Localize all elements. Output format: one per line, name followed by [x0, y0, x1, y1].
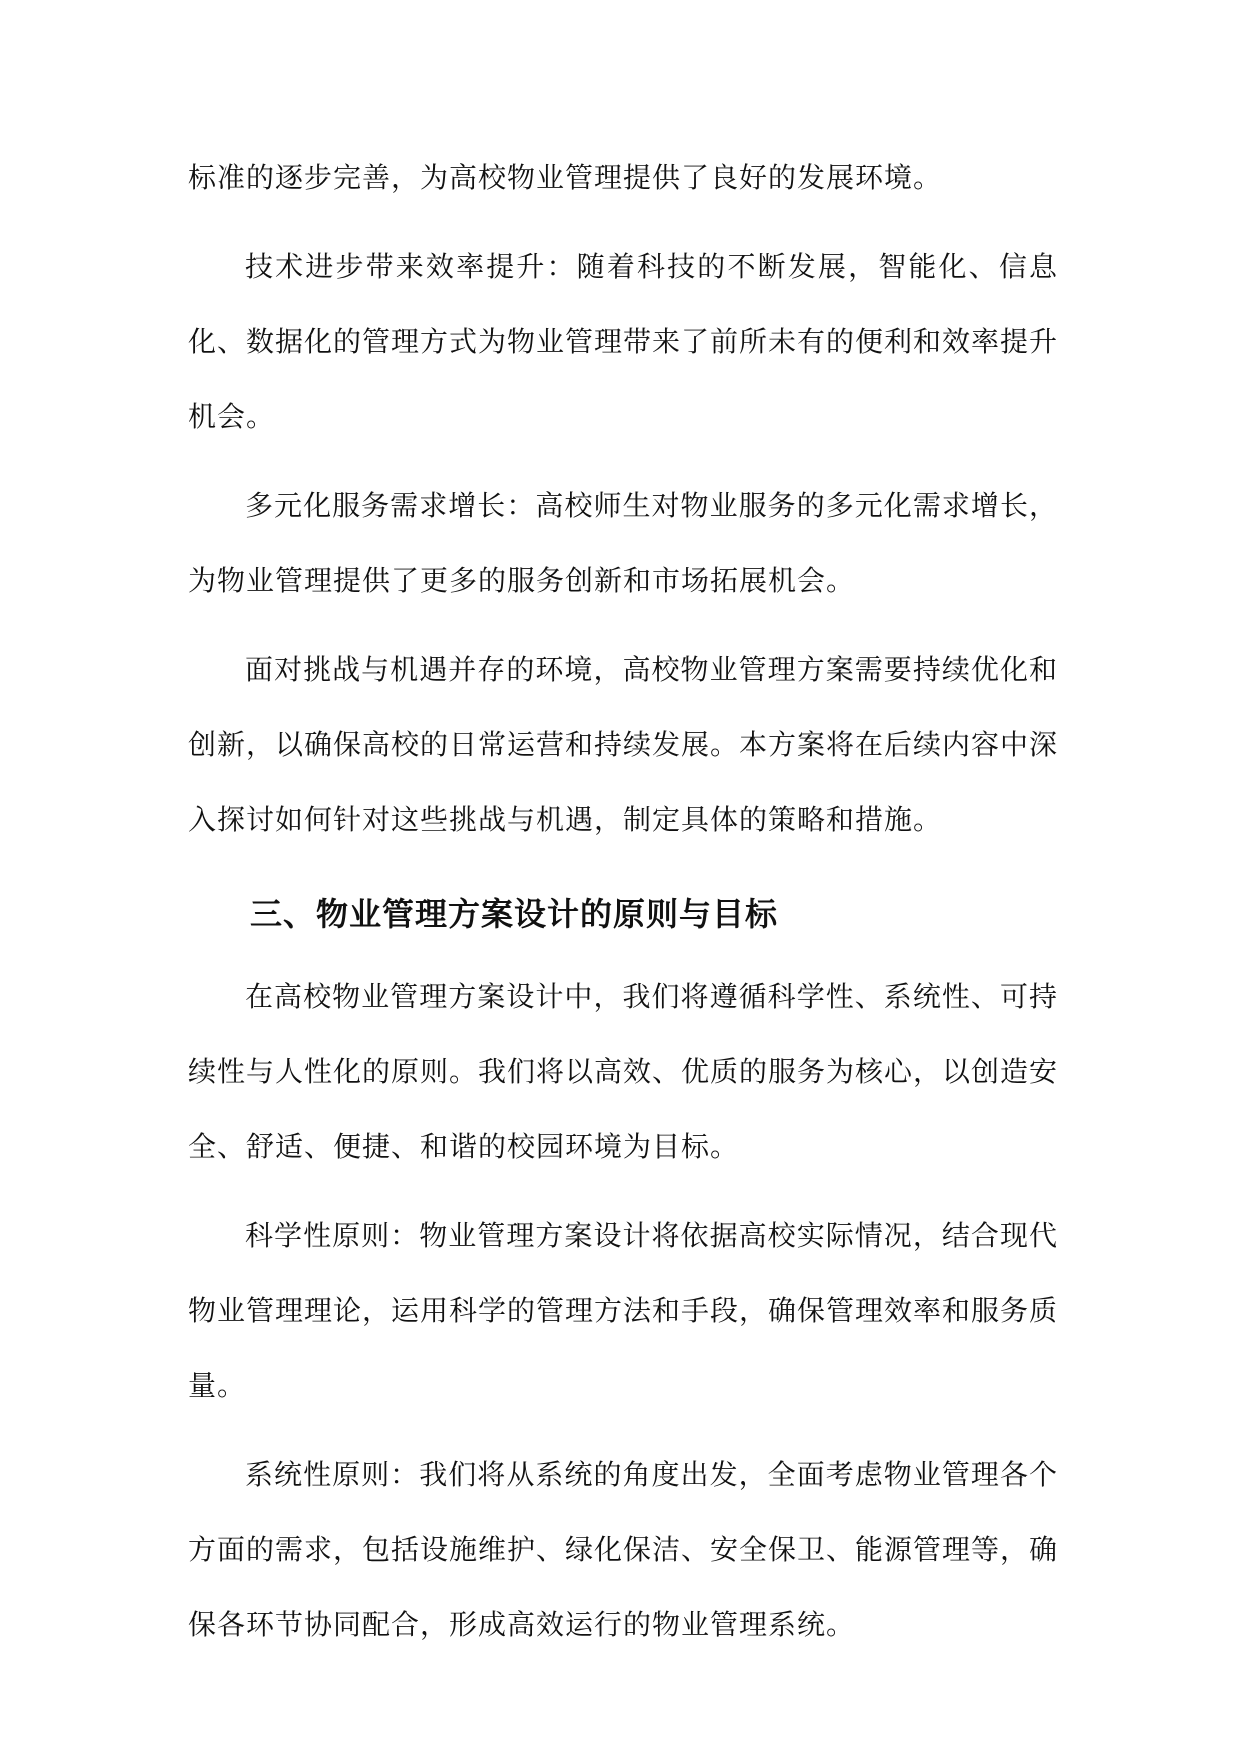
paragraph-gap [188, 1423, 1058, 1437]
paragraph-development-environment: 标准的逐步完善，为高校物业管理提供了良好的发展环境。 [188, 161, 943, 194]
paragraph-technology-efficiency: 技术进步带来效率提升：随着科技的不断发展，智能化、信息化、数据化的管理方式为物业管理带来了前所未有的便利和效率提升机会。 [188, 250, 1059, 433]
paragraph-gap [188, 215, 1058, 229]
paragraph-systematic-principle: 系统性原则：我们将从系统的角度出发，全面考虑物业管理各个方面的需求，包括设施维护、绿化保洁、安全保卫、能源管理等，确保各环节协同配合，形成高效运行的物业管理系统。 [188, 1458, 1059, 1641]
paragraph-challenges-opportunities: 面对挑战与机遇并存的环境，高校物业管理方案需要持续优化和创新，以确保高校的日常运营和持续发展。本方案将在后续内容中深入探讨如何针对这些挑战与机遇，制定具体的策略和措施。 [188, 653, 1059, 836]
paragraph-diversified-demand: 多元化服务需求增长：高校师生对物业服务的多元化需求增长，为物业管理提供了更多的服务创新和市场拓展机会。 [188, 489, 1058, 597]
paragraph-gap [188, 618, 1058, 632]
section-heading: 三、物业管理方案设计的原则与目标 [250, 895, 779, 933]
paragraph-gap [188, 1184, 1058, 1198]
paragraph-gap [188, 454, 1058, 468]
paragraph-design-principles: 在高校物业管理方案设计中，我们将遵循科学性、系统性、可持续性与人性化的原则。我们将以高效、优质的服务为核心，以创造安全、舒适、便捷、和谐的校园环境为目标。 [188, 980, 1059, 1163]
document-body [188, 140, 1058, 1662]
paragraph-scientific-principle: 科学性原则：物业管理方案设计将依据高校实际情况，结合现代物业管理理论，运用科学的管理方法和手段，确保管理效率和服务质量。 [188, 1219, 1059, 1402]
